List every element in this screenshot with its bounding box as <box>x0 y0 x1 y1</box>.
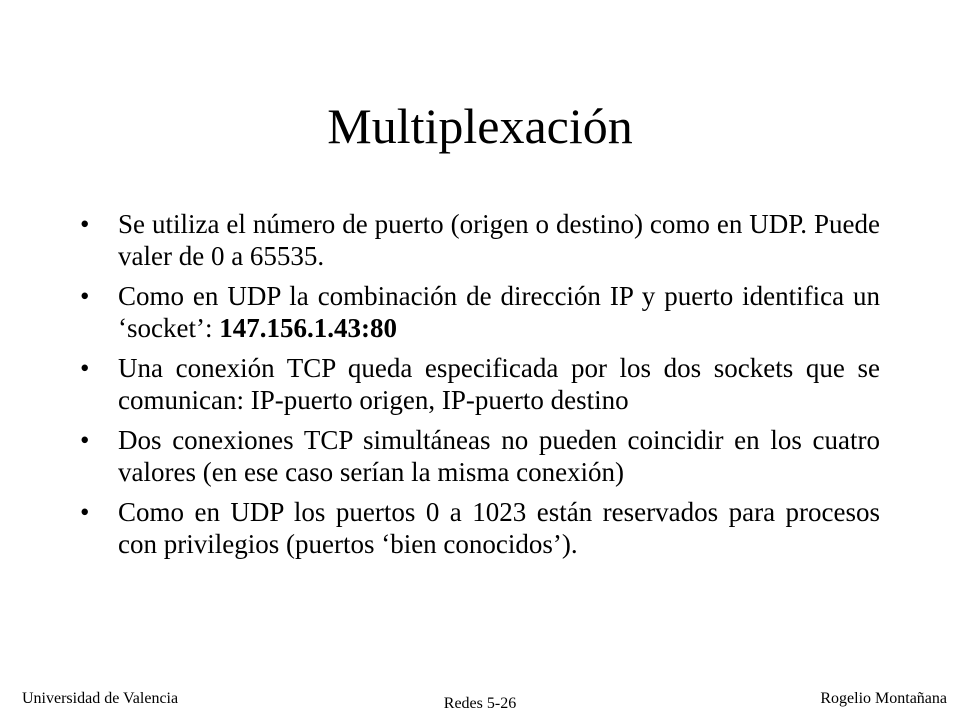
slide-title: Multiplexación <box>327 98 633 154</box>
bullet-text: Dos conexiones TCP simultáneas no pueden coincidir en los cuatro valores (en ese caso serían la misma conexión) <box>118 425 880 487</box>
bullet-icon: • <box>80 497 90 527</box>
bullet-item <box>80 496 880 560</box>
bullet-item <box>80 352 880 416</box>
bullet-item <box>80 208 880 272</box>
bullet-icon: • <box>80 425 90 455</box>
socket-address: 147.156.1.43:80 <box>219 313 397 343</box>
bullet-item <box>80 280 880 344</box>
footer-author: Rogelio Montañana <box>820 690 947 707</box>
footer-page-number: Redes 5-26 <box>443 695 517 712</box>
bullet-icon: • <box>80 353 90 383</box>
bullet-text: Se utiliza el número de puerto (origen o destino) como en UDP. Puede valer de 0 a 65535. <box>118 209 880 271</box>
bullet-text: Como en UDP los puertos 0 a 1023 están reservados para procesos con privilegios (puertos ‘bien conocidos’). <box>118 497 880 559</box>
bullet-text: Como en UDP la combinación de dirección IP y puerto identifica un ‘socket’: <box>118 281 880 343</box>
footer-institution: Universidad de Valencia <box>22 690 179 707</box>
bullet-item <box>80 424 880 488</box>
bullet-text: Una conexión TCP queda especificada por los dos sockets que se comunican: IP-puerto origen, IP-puerto destino <box>118 353 880 415</box>
bullet-icon: • <box>80 281 90 311</box>
bullet-list <box>80 208 880 568</box>
bullet-icon: • <box>80 209 90 239</box>
